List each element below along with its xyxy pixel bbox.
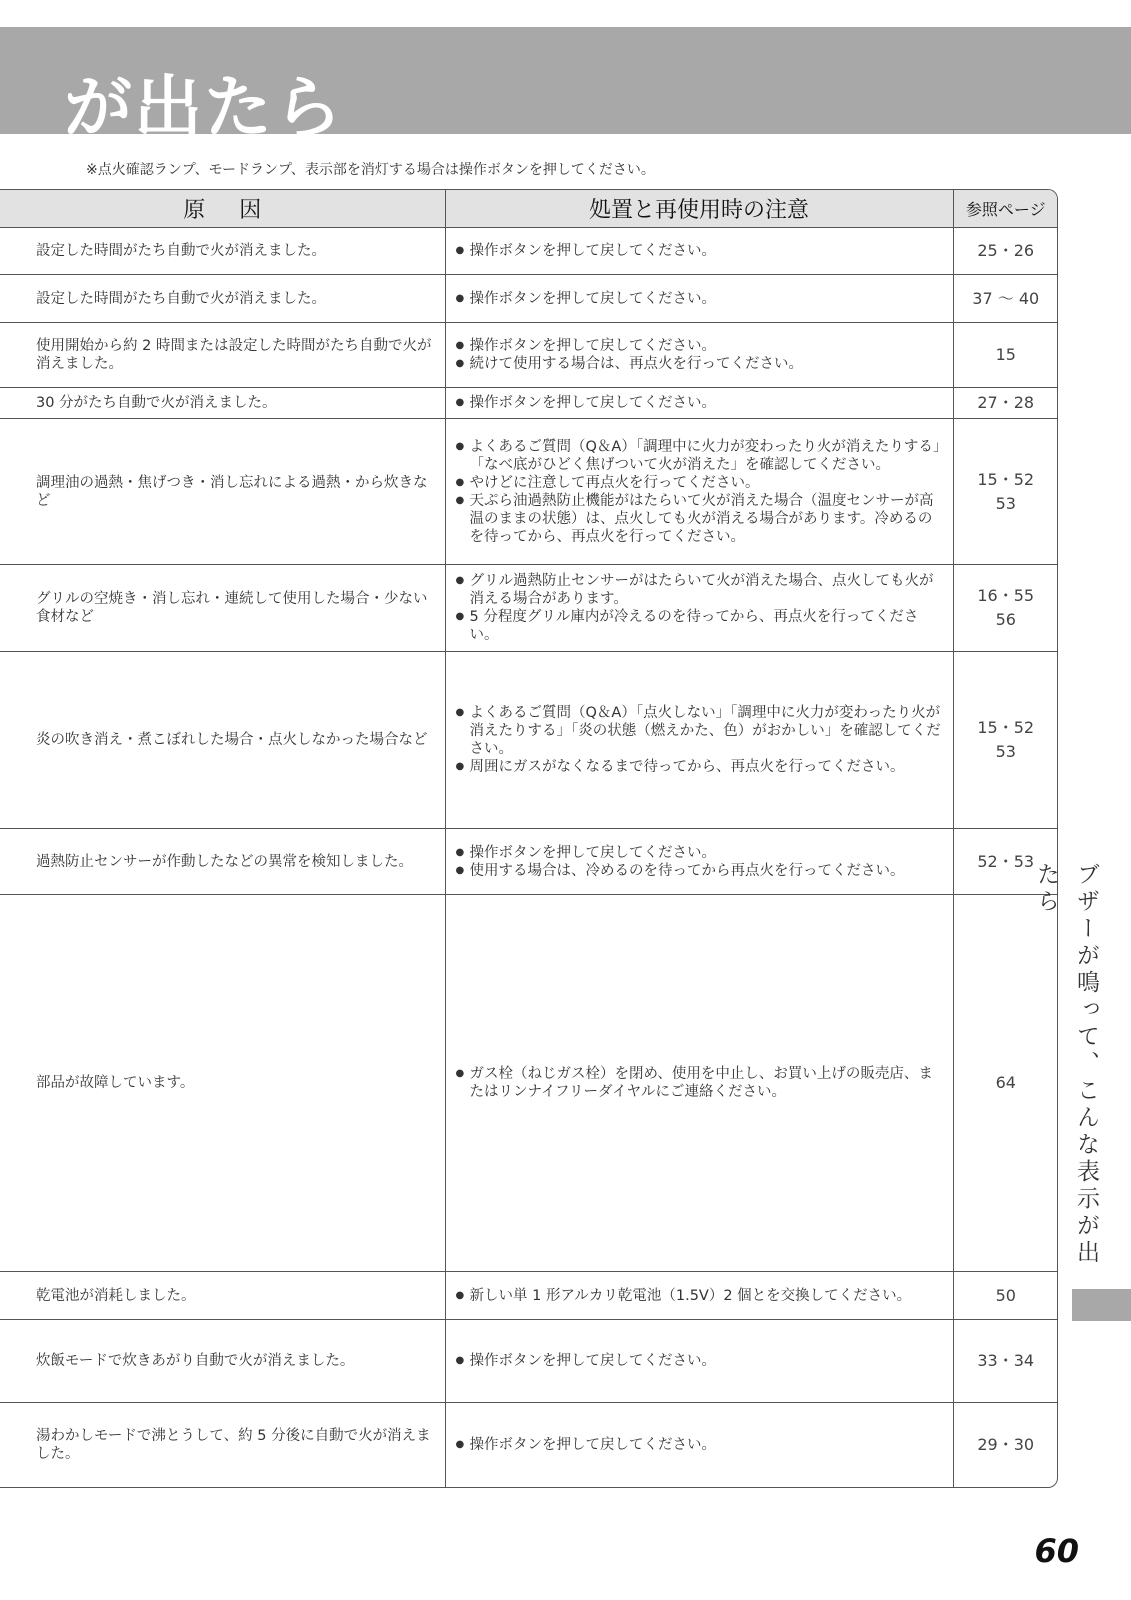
ref-page-cell [953,228,1058,275]
action-cell [445,1272,953,1320]
action-item: ● 操作ボタンを押して戻してください。 [456,1436,945,1454]
action-item: ● 操作ボタンを押して戻してください。 [456,337,945,355]
ref-page-cell [953,419,1058,565]
ref-page-cell [953,1272,1058,1320]
ref-page-cell [953,1403,1058,1487]
action-list [456,337,945,373]
cause-cell: 炊飯モードで炊きあがり自動で火が消えました。 [0,1320,445,1403]
action-item: ● 使用する場合は、冷めるのを待ってから再点火を行ってください。 [456,862,945,880]
action-item: ● 5 分程度グリル庫内が冷えるのを待ってから、再点火を行ってください。 [456,608,945,644]
ref-page-number: 53 [995,742,1016,761]
action-list [456,572,945,644]
cause-header: 原因 [0,190,445,228]
ref-page-number: 15・52 [977,718,1035,737]
troubleshoot-table [0,190,1058,1487]
action-item: ● 新しい単 1 形アルカリ乾電池（1.5V）2 個とを交換してください。 [456,1287,945,1305]
table-row [0,652,1058,829]
ref-page-cell [953,1320,1058,1403]
cause-cell: 調理油の過熱・焦げつき・消し忘れによる過熱・から炊きなど [0,419,445,565]
action-cell [445,323,953,388]
cause-cell: 過熱防止センサーが作動したなどの異常を検知しました。 [0,829,445,895]
action-list [456,1352,945,1370]
cause-cell: 部品が故障しています。 [0,895,445,1272]
action-header: 処置と再使用時の注意 [445,190,953,228]
ref-page-number: 29・30 [977,1434,1035,1454]
troubleshoot-table-frame [0,189,1058,1488]
ref-page-number: 37 ～ 40 [972,288,1040,308]
action-list [456,438,945,546]
table-row [0,1403,1058,1487]
ref-page-cell [953,652,1058,829]
ref-page-cell [953,895,1058,1272]
ref-page-cell [953,565,1058,652]
action-cell [445,275,953,323]
table-header-row [0,190,1058,228]
action-list [456,290,945,308]
cause-cell: 湯わかしモードで沸とうして、約 5 分後に自動で火が消えました。 [0,1403,445,1487]
ref-page-number: 52・53 [977,851,1035,871]
ref-page-number: 15・52 [977,469,1035,489]
page-title: が出たら [64,69,345,148]
action-item: ● よくあるご質問（Q＆A）「点火しない」「調理中に火力が変わったり火が消えたりする」「炎の状態（燃えかた、色）がおかしい」を確認してください。 [456,704,945,758]
table-row [0,388,1058,419]
ref-page-number: 33・34 [977,1351,1035,1370]
action-item: ● ガス栓（ねじガス栓）を閉め、使用を中止し、お買い上げの販売店、またはリンナイフリーダイヤルにご連絡ください。 [456,1065,945,1101]
action-list [456,1436,945,1454]
action-list [456,1287,945,1305]
action-item: ● グリル過熱防止センサーがはたらいて火が消えた場合、点火しても火が消える場合があります。 [456,572,945,608]
ref-page-number: 16・55 [977,586,1035,605]
section-side-label: ブザーが鳴って、こんな表示が出たら [1033,862,1099,1267]
ref-page-number: 15 [995,345,1016,364]
action-item: ● やけどに注意して再点火を行ってください。 [456,474,945,492]
action-list [456,394,945,412]
table-row [0,895,1058,1272]
action-cell [445,565,953,652]
action-item: ● 続けて使用する場合は、再点火を行ってください。 [456,355,945,373]
action-cell [445,1403,953,1487]
cause-cell: 乾電池が消耗しました。 [0,1272,445,1320]
ref-page-number: 56 [995,610,1016,629]
table-row [0,565,1058,652]
cause-cell: 30 分がたち自動で火が消えました。 [0,388,445,419]
table-row [0,419,1058,565]
ref-page-number: 64 [995,1073,1016,1092]
table-body [0,228,1058,1487]
cause-cell: 使用開始から約 2 時間または設定した時間がたち自動で火が消えました。 [0,323,445,388]
action-cell [445,829,953,895]
ref-page-cell [953,388,1058,419]
title-banner [0,27,1131,148]
action-list [456,844,945,880]
action-cell [445,652,953,829]
action-item: ● 操作ボタンを押して戻してください。 [456,394,945,412]
cause-cell: 設定した時間がたち自動で火が消えました。 [0,228,445,275]
action-cell [445,388,953,419]
action-cell [445,895,953,1272]
action-item: ● 操作ボタンを押して戻してください。 [456,242,945,260]
ref-page-cell [953,275,1058,323]
action-item: ● 操作ボタンを押して戻してください。 [456,290,945,308]
table-row [0,1272,1058,1320]
ref-page-number: 25・26 [977,241,1035,260]
ref-page-number: 53 [995,493,1016,513]
action-item: ● 操作ボタンを押して戻してください。 [456,844,945,862]
ref-page-header: 参照ページ [953,190,1058,228]
table-row [0,323,1058,388]
ref-page-number: 27・28 [977,393,1035,412]
page-number: 60 [1034,1532,1079,1570]
cause-cell: 設定した時間がたち自動で火が消えました。 [0,275,445,323]
action-cell [445,419,953,565]
ref-page-cell [953,323,1058,388]
action-list [456,1065,945,1101]
note-text: ※点火確認ランプ、モードランプ、表示部を消灯する場合は操作ボタンを押してください。 [86,162,655,178]
action-item: ● 周囲にガスがなくなるまで待ってから、再点火を行ってください。 [456,758,945,776]
action-list [456,704,945,776]
section-tab-marker [1072,1289,1131,1321]
cause-cell: 炎の吹き消え・煮こぼれした場合・点火しなかった場合など [0,652,445,829]
table-row [0,228,1058,275]
table-row [0,275,1058,323]
action-cell [445,1320,953,1403]
ref-page-number: 50 [995,1285,1016,1305]
action-item: ● 天ぷら油過熱防止機能がはたらいて火が消えた場合（温度センサーが高温のままの状態）は、点火しても火が消える場合があります。冷めるのを待ってから、再点火を行ってください。 [456,492,945,546]
action-cell [445,228,953,275]
table-row [0,829,1058,895]
action-item: ● よくあるご質問（Q＆A）「調理中に火力が変わったり火が消えたりする」「なべ底がひどく焦げついて火が消えた」を確認してください。 [456,438,945,474]
action-item: ● 操作ボタンを押して戻してください。 [456,1352,945,1370]
cause-cell: グリルの空焼き・消し忘れ・連続して使用した場合・少ない食材など [0,565,445,652]
table-row [0,1320,1058,1403]
action-list [456,242,945,260]
